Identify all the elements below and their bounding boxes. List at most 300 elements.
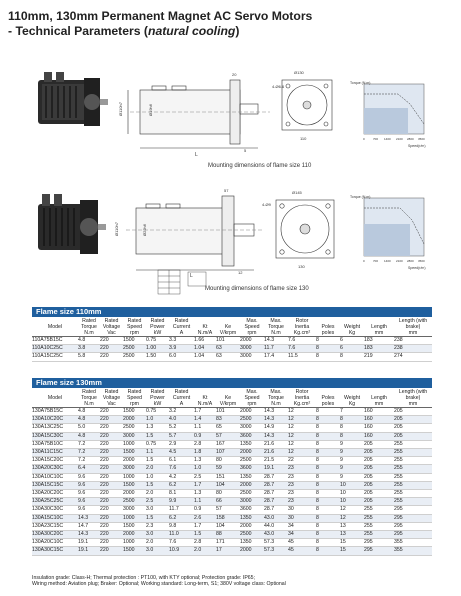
table-cell: 9 [340, 473, 364, 481]
spec-table-110 [32, 318, 432, 362]
table-cell: 6.0 [169, 353, 194, 361]
caption-130: Mounting dimensions of flame size 130 [205, 286, 309, 292]
column-unit: rpm [240, 401, 264, 408]
page-title [8, 9, 453, 39]
table-cell: 110A15C25C [32, 353, 78, 361]
table-cell: 130A15C15C [32, 481, 78, 489]
table-cell: 1.8 [194, 449, 216, 457]
column-unit: rpm [240, 330, 264, 337]
table-row [32, 449, 432, 457]
table-cell: 2.8 [194, 440, 216, 448]
table-cell: 238 [394, 337, 432, 345]
svg-text:Ø19h6: Ø19h6 [148, 103, 153, 116]
table-cell: 11.5 [288, 353, 316, 361]
column-unit: Kg [340, 401, 364, 408]
table-cell: 130A20C30C [32, 465, 78, 473]
table-cell: 220 [100, 440, 123, 448]
table-cell: 160 [364, 424, 394, 432]
column-unit: Vac [100, 330, 123, 337]
table-cell: 57 [216, 432, 240, 440]
table-cell: 3.0 [146, 506, 169, 514]
table-cell: 8 [316, 522, 340, 530]
table-cell: 63 [216, 353, 240, 361]
table-cell: 14.3 [264, 432, 288, 440]
table-cell: 2000 [240, 481, 264, 489]
column-unit: mm [364, 330, 394, 337]
column-unit: N.m [78, 330, 100, 337]
table-cell: 1000 [123, 514, 146, 522]
table-cell: 355 [394, 547, 432, 555]
column-header: Length (with brake) [398, 318, 428, 330]
table-row [32, 457, 432, 465]
table-cell: 205 [394, 432, 432, 440]
table-header-row [32, 389, 432, 401]
table-cell: 3.0 [146, 547, 169, 555]
table-cell: 7 [340, 408, 364, 416]
table-cell: 171 [216, 539, 240, 547]
table-cell: 167 [216, 440, 240, 448]
table-cell: 220 [100, 539, 123, 547]
table-cell: 1500 [123, 481, 146, 489]
table-cell: 238 [394, 345, 432, 353]
table-cell: 130A20C10C [32, 539, 78, 547]
table-cell: 5.0 [78, 424, 100, 432]
table-cell: 220 [100, 547, 123, 555]
table-cell: 6.4 [78, 465, 100, 473]
table-cell: 1.7 [194, 408, 216, 416]
svg-text:L: L [195, 152, 198, 158]
table-row [32, 481, 432, 489]
table-cell: 3.2 [169, 408, 194, 416]
table-cell: 1.0 [194, 465, 216, 473]
motor-photo-110 [38, 72, 108, 126]
column-header: Length [371, 324, 387, 330]
table-cell: 66 [216, 498, 240, 506]
table-cell: 15 [340, 539, 364, 547]
motor-photo-130 [38, 194, 106, 254]
column-unit: rpm [123, 401, 146, 408]
table-header-row [32, 318, 432, 330]
table-cell: 14.7 [78, 522, 100, 530]
column-header: Weight [343, 395, 361, 401]
svg-text:2800: 2800 [407, 259, 414, 263]
table-cell: 15 [340, 547, 364, 555]
table-cell: 7.6 [169, 539, 194, 547]
table-cell: 1.50 [146, 353, 169, 361]
svg-text:Ø110h7: Ø110h7 [114, 222, 119, 236]
table-cell: 220 [100, 416, 123, 424]
table-cell: 21.6 [264, 440, 288, 448]
column-unit: N.m/A [194, 401, 216, 408]
table-cell: 4.5 [169, 449, 194, 457]
table-cell: 2.0 [146, 465, 169, 473]
table-cell: 2000 [123, 531, 146, 539]
table-cell: 1000 [123, 440, 146, 448]
table-cell: 57 [216, 506, 240, 514]
svg-text:700: 700 [373, 259, 379, 263]
column-header: Rated Power [150, 318, 165, 330]
table-cell: 23 [288, 473, 316, 481]
column-unit: poles [316, 330, 340, 337]
table-cell: 23 [288, 481, 316, 489]
table-cell: 5.7 [169, 432, 194, 440]
column-header: Max. Speed [244, 318, 260, 330]
table-cell: 7.6 [288, 345, 316, 353]
table-row [32, 432, 432, 440]
column-header: Kt [202, 324, 208, 330]
table-cell: 8 [316, 547, 340, 555]
table-cell: 2000 [123, 490, 146, 498]
table-cell: 205 [364, 490, 394, 498]
table-row [32, 353, 432, 361]
table-cell: 1.7 [194, 481, 216, 489]
table-cell: 19.1 [264, 465, 288, 473]
table-cell: 14.3 [264, 416, 288, 424]
column-unit: Kg.cm² [288, 401, 316, 408]
table-cell: 22 [288, 457, 316, 465]
table-cell: 1350 [240, 539, 264, 547]
front-view-110 [272, 70, 332, 141]
table-cell: 219 [364, 353, 394, 361]
svg-text:3500: 3500 [418, 137, 425, 141]
table-cell: 3.0 [146, 531, 169, 539]
table-cell: 3600 [240, 506, 264, 514]
svg-text:2800: 2800 [407, 137, 414, 141]
small-dimension-table [158, 270, 206, 294]
table-cell: 8 [316, 440, 340, 448]
table-cell: 1000 [123, 473, 146, 481]
column-header: Ke [224, 324, 232, 330]
column-unit: mm [364, 401, 394, 408]
table-cell: 8 [340, 353, 364, 361]
table-cell: 1000 [123, 539, 146, 547]
table-cell: 2.3 [146, 522, 169, 530]
table-cell: 205 [364, 465, 394, 473]
table-cell: 6.2 [169, 514, 194, 522]
table-cell: 12 [288, 449, 316, 457]
column-header: Length (with brake) [398, 389, 428, 401]
svg-text:Speed(r/m): Speed(r/m) [408, 266, 426, 270]
table-cell: 1500 [123, 408, 146, 416]
table-cell: 8 [316, 337, 340, 345]
table-cell: 17.4 [264, 353, 288, 361]
svg-text:20: 20 [232, 72, 237, 77]
table-cell: 7.6 [288, 337, 316, 345]
table-cell: 23 [288, 490, 316, 498]
title-line-2: - Technical Parameters (natural cooling) [8, 24, 240, 38]
column-header: Rated Speed [126, 318, 142, 330]
table-cell: 4.2 [169, 473, 194, 481]
column-header: Max. Torque [268, 318, 284, 330]
table-cell: 220 [100, 531, 123, 539]
column-header: Max. Torque [268, 389, 284, 401]
table-cell: 1.3 [194, 490, 216, 498]
table-cell: 2000 [240, 547, 264, 555]
table-cell: 8 [340, 424, 364, 432]
table-cell: 205 [364, 440, 394, 448]
svg-text:Ø145: Ø145 [292, 190, 302, 195]
table-cell: 130A75B15C [32, 408, 78, 416]
svg-text:4-Ø6.6: 4-Ø6.6 [272, 84, 285, 89]
table-cell: 295 [364, 547, 394, 555]
table-cell: 12 [288, 416, 316, 424]
table-cell: 255 [394, 481, 432, 489]
column-header: Rated Torque [81, 389, 97, 401]
table-cell: 295 [364, 539, 394, 547]
table-cell: 295 [394, 514, 432, 522]
table-cell: 1.5 [146, 457, 169, 465]
table-cell: 183 [364, 345, 394, 353]
table-cell: 3600 [240, 432, 264, 440]
table-cell: 12 [288, 432, 316, 440]
column-header: Kt [202, 395, 208, 401]
mounting-drawings [0, 44, 461, 299]
table-cell: 8.1 [169, 490, 194, 498]
table-cell: 2500 [240, 457, 264, 465]
table-cell: 1350 [240, 473, 264, 481]
table-cell: 1.5 [146, 481, 169, 489]
table-row [32, 440, 432, 448]
table-cell: 160 [364, 416, 394, 424]
svg-text:3500: 3500 [418, 259, 425, 263]
column-header: Rated Power [150, 389, 165, 401]
table-cell: 57.3 [264, 539, 288, 547]
column-header: Ke [224, 395, 232, 401]
column-unit: V/krpm [216, 330, 240, 337]
svg-text:2100: 2100 [396, 137, 403, 141]
table-cell: 9.8 [169, 522, 194, 530]
table-cell: 34 [288, 531, 316, 539]
torque-speed-graph-110 [350, 81, 426, 148]
table-cell: 2.0 [194, 547, 216, 555]
table-cell: 12 [340, 506, 364, 514]
table-cell: 3000 [240, 424, 264, 432]
table-cell: 2500 [123, 353, 146, 361]
table-cell: 220 [100, 498, 123, 506]
table-cell: 3000 [123, 432, 146, 440]
svg-text:0: 0 [363, 137, 365, 141]
column-header: Rated Voltage [102, 318, 121, 330]
table-cell: 28.7 [264, 490, 288, 498]
table-cell: 1.04 [194, 345, 216, 353]
table-row [32, 473, 432, 481]
table-cell: 8 [316, 432, 340, 440]
table-cell: 14.9 [264, 424, 288, 432]
table-row [32, 531, 432, 539]
table-cell: 130A23C15C [32, 522, 78, 530]
table-cell: 2000 [240, 337, 264, 345]
table-cell: 34 [288, 522, 316, 530]
table-cell: 8 [316, 498, 340, 506]
table-cell: 3000 [123, 506, 146, 514]
svg-text:130: 130 [298, 264, 305, 269]
table-cell: 8 [316, 408, 340, 416]
table-cell: 88 [216, 531, 240, 539]
column-unit: N.m [78, 401, 100, 408]
table-cell: 1.4 [194, 416, 216, 424]
table-cell: 1.0 [146, 473, 169, 481]
column-unit: N.m/A [194, 330, 216, 337]
table-cell: 220 [100, 490, 123, 498]
table-cell: 2500 [123, 498, 146, 506]
column-header: Poles [321, 324, 335, 330]
table-cell: 220 [100, 345, 123, 353]
table-cell: 2.5 [146, 498, 169, 506]
section-header-130: Flame size 130mm [32, 378, 432, 388]
caption-110: Mounting dimensions of flame size 110 [208, 163, 312, 169]
table-cell: 14.3 [78, 531, 100, 539]
table-cell: 9 [340, 449, 364, 457]
table-cell: 9.6 [78, 473, 100, 481]
table-cell: 21.6 [264, 449, 288, 457]
table-cell: 28.7 [264, 473, 288, 481]
table-cell: 220 [100, 424, 123, 432]
footnotes [32, 575, 452, 587]
table-cell: 9.6 [78, 506, 100, 514]
table-cell: 2.9 [169, 440, 194, 448]
table-cell: 107 [216, 449, 240, 457]
table-cell: 220 [100, 514, 123, 522]
table-cell: 295 [394, 522, 432, 530]
svg-text:Ø130: Ø130 [294, 70, 304, 75]
table-cell: 13 [340, 522, 364, 530]
table-cell: 2000 [123, 416, 146, 424]
table-cell: 2.0 [146, 539, 169, 547]
table-cell: 3000 [240, 498, 264, 506]
table-cell: 3000 [240, 353, 264, 361]
column-unit: Kg.cm² [288, 330, 316, 337]
table-row [32, 490, 432, 498]
table-cell: 0.75 [146, 440, 169, 448]
table-cell: 8 [316, 481, 340, 489]
table-cell: 10 [340, 498, 364, 506]
table-cell: 8 [316, 514, 340, 522]
table-cell: 220 [100, 337, 123, 345]
table-row [32, 345, 432, 353]
table-cell: 205 [364, 498, 394, 506]
column-unit: poles [316, 401, 340, 408]
table-cell: 130A15C10C [32, 514, 78, 522]
table-cell: 130A10C10C [32, 473, 78, 481]
table-cell: 5.8 [78, 353, 100, 361]
table-cell: 5.2 [169, 424, 194, 432]
table-cell: 57.3 [264, 547, 288, 555]
table-cell: 9 [340, 457, 364, 465]
table-cell: 255 [394, 473, 432, 481]
table-cell: 10 [340, 481, 364, 489]
table-cell: 1.04 [194, 353, 216, 361]
table-cell: 255 [394, 449, 432, 457]
column-header: Rated Torque [81, 318, 97, 330]
table-cell: 255 [394, 465, 432, 473]
table-cell: 11.0 [169, 531, 194, 539]
table-cell: 80 [216, 490, 240, 498]
table-cell: 9.9 [169, 498, 194, 506]
table-cell: 63 [216, 345, 240, 353]
table-cell: 8 [340, 432, 364, 440]
table-cell: 1.3 [146, 424, 169, 432]
table-cell: 130A20C20C [32, 490, 78, 498]
table-cell: 130A15C20C [32, 457, 78, 465]
table-cell: 59 [216, 465, 240, 473]
table-cell: 220 [100, 465, 123, 473]
svg-text:2100: 2100 [396, 259, 403, 263]
column-unit: kW [146, 330, 169, 337]
table-cell: 8 [316, 353, 340, 361]
table-cell: 43.0 [264, 514, 288, 522]
table-cell: 220 [100, 408, 123, 416]
table-cell: 1.0 [146, 416, 169, 424]
svg-text:12: 12 [238, 270, 243, 275]
table-cell: 1.5 [146, 514, 169, 522]
table-cell: 28.7 [264, 506, 288, 514]
table-cell: 8 [316, 490, 340, 498]
table-cell: 130A15C30C [32, 432, 78, 440]
table-cell: 17 [216, 547, 240, 555]
table-cell: 1.3 [194, 457, 216, 465]
svg-text:1400: 1400 [384, 259, 391, 263]
column-unit: A [169, 330, 194, 337]
table-cell: 7.2 [78, 457, 100, 465]
table-cell: 3.9 [169, 345, 194, 353]
table-cell: 130A30C20C [32, 531, 78, 539]
table-cell: 1500 [123, 547, 146, 555]
table-cell: 4.8 [78, 416, 100, 424]
table-cell: 2500 [240, 531, 264, 539]
table-cell: 8 [316, 345, 340, 353]
section-header-110: Flame size 110mm [32, 307, 432, 317]
title-line-1: 110mm, 130mm Permanent Magnet AC Servo Motors [8, 9, 313, 23]
table-cell: 8 [316, 416, 340, 424]
table-cell: 205 [364, 449, 394, 457]
table-cell: 45 [288, 539, 316, 547]
table-cell: 1.66 [194, 337, 216, 345]
table-cell: 255 [364, 506, 394, 514]
column-header: Poles [321, 395, 335, 401]
table-cell: 220 [100, 522, 123, 530]
table-cell: 220 [100, 432, 123, 440]
table-cell: 11.7 [264, 345, 288, 353]
table-cell: 255 [364, 531, 394, 539]
table-cell: 3000 [240, 345, 264, 353]
table-cell: 104 [216, 522, 240, 530]
table-cell: 220 [100, 457, 123, 465]
column-header: Model [47, 395, 63, 401]
table-cell: 1500 [123, 522, 146, 530]
table-cell: 130A11C15C [32, 449, 78, 457]
table-cell: 1350 [240, 440, 264, 448]
table-cell: 14.3 [78, 514, 100, 522]
table-cell: 0.9 [194, 432, 216, 440]
table-cell: 1.5 [194, 531, 216, 539]
table-cell: 12 [340, 514, 364, 522]
table-cell: 21.5 [264, 457, 288, 465]
table-cell: 13 [340, 531, 364, 539]
table-cell: 355 [394, 539, 432, 547]
svg-text:Torque (N.m): Torque (N.m) [350, 195, 371, 199]
table-cell: 205 [394, 416, 432, 424]
table-cell: 2500 [240, 416, 264, 424]
table-cell: 1500 [123, 337, 146, 345]
column-header: Weight [343, 324, 361, 330]
svg-text:Torque (N.m): Torque (N.m) [350, 81, 371, 85]
svg-text:4-Ø9: 4-Ø9 [262, 202, 271, 207]
table-cell: 160 [364, 408, 394, 416]
table-cell: 2.6 [194, 514, 216, 522]
table-cell: 2.5 [194, 473, 216, 481]
column-unit: rpm [123, 330, 146, 337]
table-cell: 6.1 [169, 457, 194, 465]
